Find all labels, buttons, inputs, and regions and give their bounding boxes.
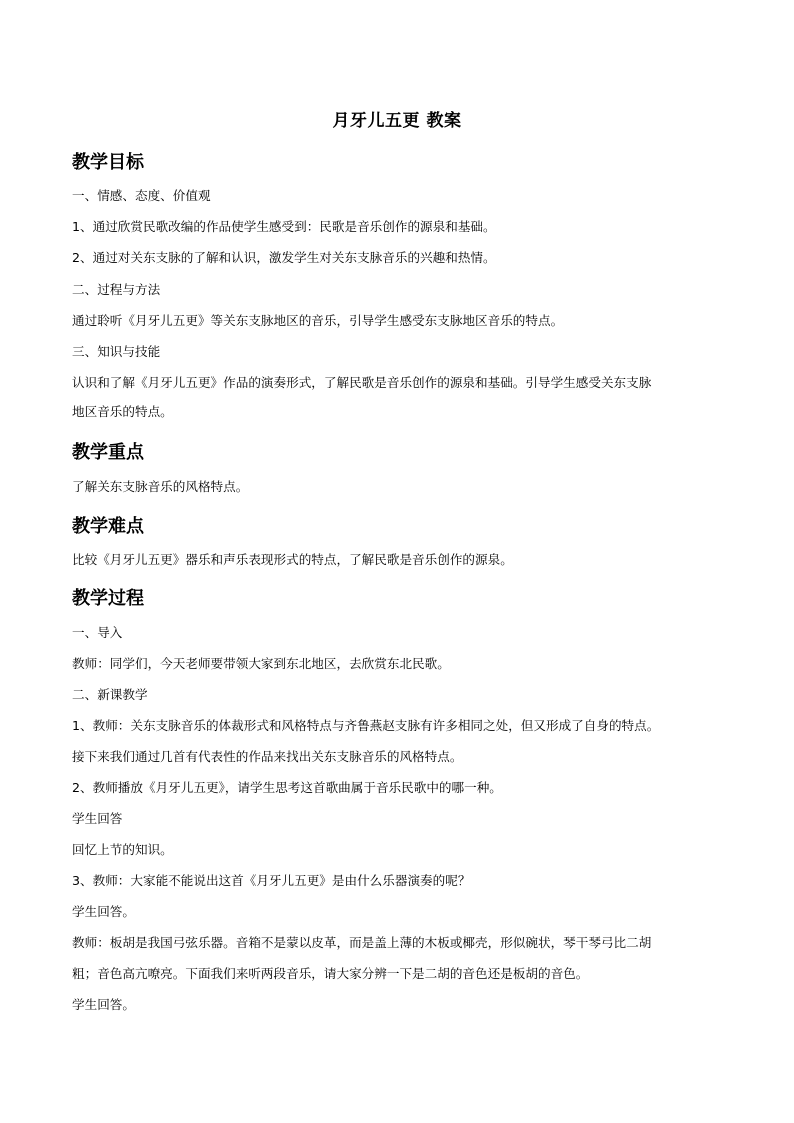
goals-line-3: 2、通过对关东支脉的了解和认识，激发学生对关东支脉音乐的兴趣和热情。 xyxy=(72,250,496,265)
goals-line-6: 三、知识与技能 xyxy=(72,344,161,359)
process-line-8: 回忆上节的知识。 xyxy=(72,842,173,857)
process-line-1: 一、导入 xyxy=(72,625,123,640)
process-line-7: 学生回答 xyxy=(72,811,123,826)
heading-difficulties: 教学难点 xyxy=(72,516,144,537)
process-line-9: 3、教师：大家能不能说出这首《月牙儿五更》是由什么乐器演奏的呢？ xyxy=(72,873,471,888)
document-title: 月牙儿五更 教案 xyxy=(332,111,462,131)
process-line-11: 教师：板胡是我国弓弦乐器。音箱不是蒙以皮革，而是盖上薄的木板或椰壳，形似碗状，琴干琴弓比二胡 xyxy=(72,935,652,950)
goals-line-7: 认识和了解《月牙儿五更》作品的演奏形式，了解民歌是音乐创作的源泉和基础。引导学生感受关东支脉 xyxy=(72,375,652,390)
process-line-3: 二、新课教学 xyxy=(72,687,148,702)
process-line-5: 接下来我们通过几首有代表性的作品来找出关东支脉音乐的风格特点。 xyxy=(72,749,463,764)
goals-line-2: 1、通过欣赏民歌改编的作品使学生感受到：民歌是音乐创作的源泉和基础。 xyxy=(72,219,496,234)
process-line-12: 粗；音色高亢嘹亮。下面我们来听两段音乐，请大家分辨一下是二胡的音色还是板胡的音色。 xyxy=(72,966,589,981)
goals-line-8: 地区音乐的特点。 xyxy=(72,404,173,419)
heading-key-points: 教学重点 xyxy=(72,442,144,463)
process-line-13: 学生回答。 xyxy=(72,997,135,1012)
process-line-10: 学生回答。 xyxy=(72,904,135,919)
goals-line-1: 一、情感、态度、价值观 xyxy=(72,188,211,203)
heading-teaching-process: 教学过程 xyxy=(72,588,144,609)
process-line-6: 2、教师播放《月牙儿五更》，请学生思考这首歌曲属于音乐民歌中的哪一种。 xyxy=(72,780,502,795)
goals-line-5: 通过聆听《月牙儿五更》等关东支脉地区的音乐，引导学生感受东支脉地区音乐的特点。 xyxy=(72,313,564,328)
process-line-4: 1、教师：关东支脉音乐的体裁形式和风格特点与齐鲁燕赵支脉有许多相同之处，但又形成了自身的特点。 xyxy=(72,718,660,733)
heading-teaching-goals: 教学目标 xyxy=(72,152,144,173)
process-line-2: 教师：同学们，今天老师要带领大家到东北地区，去欣赏东北民歌。 xyxy=(72,656,450,671)
key-points-line-1: 了解关东支脉音乐的风格特点。 xyxy=(72,479,249,494)
goals-line-4: 二、过程与方法 xyxy=(72,282,161,297)
difficulties-line-1: 比较《月牙儿五更》器乐和声乐表现形式的特点，了解民歌是音乐创作的源泉。 xyxy=(72,552,513,567)
